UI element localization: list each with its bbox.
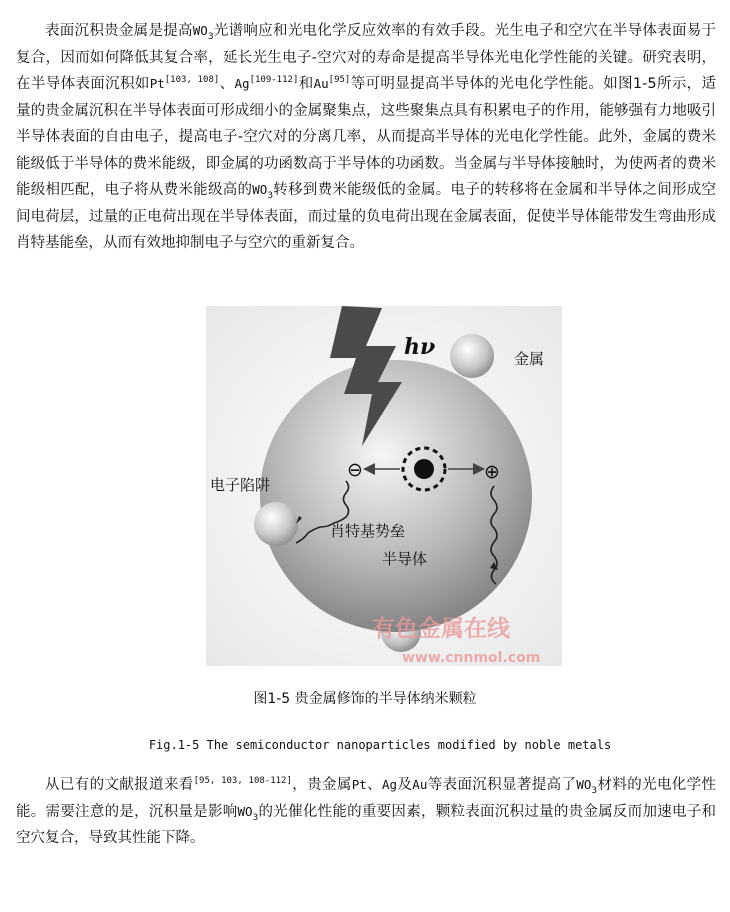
metal-label: 金属 — [514, 350, 545, 368]
photon-energy-label: hν — [404, 334, 436, 360]
text-run: 材料的光电化学性能。需要注意的是，沉积量是影响 — [16, 777, 717, 820]
subscript: 3 — [267, 190, 274, 201]
citation: [95, 103, 108-112] — [193, 776, 292, 787]
text-run: 等可明显提高半导体的光电化学性能。如图1-5所示，适量的贵金属沉积在半导体表面可形成细小的金属聚集点，这些聚集点具有积累电子的作用，能够强有力地吸引半导体表面的自由电子，提高电子-空穴对的分离几率，从而提高半导体的光电化学性能。此外，金属的费米能级低于半导体的费米能级，即金属的功函数高于半导体的功函数。当金属与半导体接触时，为使两者的费米能级相匹配，电子将从费米能级高的 — [16, 76, 717, 198]
text-run: 的光催化性能的重要因素，颗粒表面沉积过量的贵金属反而加速电子和空穴复合，导致其性能下降。 — [16, 803, 717, 846]
text-run: 表面沉积贵金属是提高 — [45, 23, 193, 39]
text-run: 光谱响应和光电化学反应效率的有效手段。光生电子和空穴在半导体表面易于复合，因而如何降低其复合率，延长光生电子-空穴对的寿命是提高半导体光电化学性能的关键。研究表明，在半导体表面沉积如 — [16, 23, 717, 92]
text-run: 等表面沉积显著提高了 — [427, 777, 577, 793]
text-run: 、 — [366, 777, 382, 793]
element-ag: Ag — [382, 777, 398, 792]
figure-caption-cn: 图1-5 贵金属修饰的半导体纳米颗粒 — [253, 691, 477, 707]
formula-wo3: WO — [252, 182, 268, 197]
electron-trap-label: 电子陷阱 — [210, 476, 271, 494]
body-paragraph-2 — [16, 772, 716, 852]
formula-wo3: WO — [576, 777, 592, 792]
subscript: 3 — [207, 31, 214, 42]
text-run: 从已有的文献报道来看 — [45, 777, 194, 793]
element-au: Au — [313, 76, 329, 91]
text-run: ，贵金属 — [291, 777, 352, 793]
element-pt: Pt — [149, 76, 165, 91]
hole-symbol-icon: ⊕ — [484, 461, 500, 483]
metal-particle-top — [450, 334, 494, 378]
element-pt: Pt — [351, 777, 367, 792]
watermark-url: www.cnnmol.com — [402, 650, 541, 666]
body-paragraph-1 — [16, 18, 716, 257]
text-run: 转移到费米能级低的金属。电子的转移将在金属和半导体之间形成空间电荷层，过量的正电荷出现在半导体表面，而过量的负电荷出现在金属表面，促使半导体能带发生弯曲形成肖特基能垒，从而有效地抑制电子与空穴的重新复合。 — [16, 182, 717, 251]
citation-pt: [103, 108] — [164, 75, 220, 86]
semiconductor-label: 半导体 — [382, 550, 428, 568]
electron-hole-pair-dot — [414, 459, 434, 479]
nanoparticle-diagram — [206, 306, 562, 666]
watermark-cn: 有色金属在线 — [372, 616, 510, 642]
electron-symbol-icon: ⊖ — [347, 459, 363, 481]
citation-ag: [109-112] — [249, 75, 299, 86]
subscript: 3 — [591, 785, 598, 796]
formula-wo3: WO — [192, 23, 208, 38]
text-run: 及 — [397, 777, 413, 793]
figure-caption-en: Fig.1-5 The semiconductor nanoparticles modified by noble metals — [148, 738, 612, 752]
element-au: Au — [412, 777, 428, 792]
schottky-barrier-label: 肖特基势垒 — [330, 522, 406, 540]
text-run: 、 — [219, 76, 235, 92]
subscript: 3 — [252, 812, 259, 823]
text-run: 和 — [298, 76, 314, 92]
figure-1-5 — [206, 306, 562, 666]
formula-wo3: WO — [237, 803, 253, 819]
metal-particle-left — [254, 502, 298, 546]
citation-au: [95] — [328, 75, 351, 86]
element-ag: Ag — [234, 76, 250, 91]
